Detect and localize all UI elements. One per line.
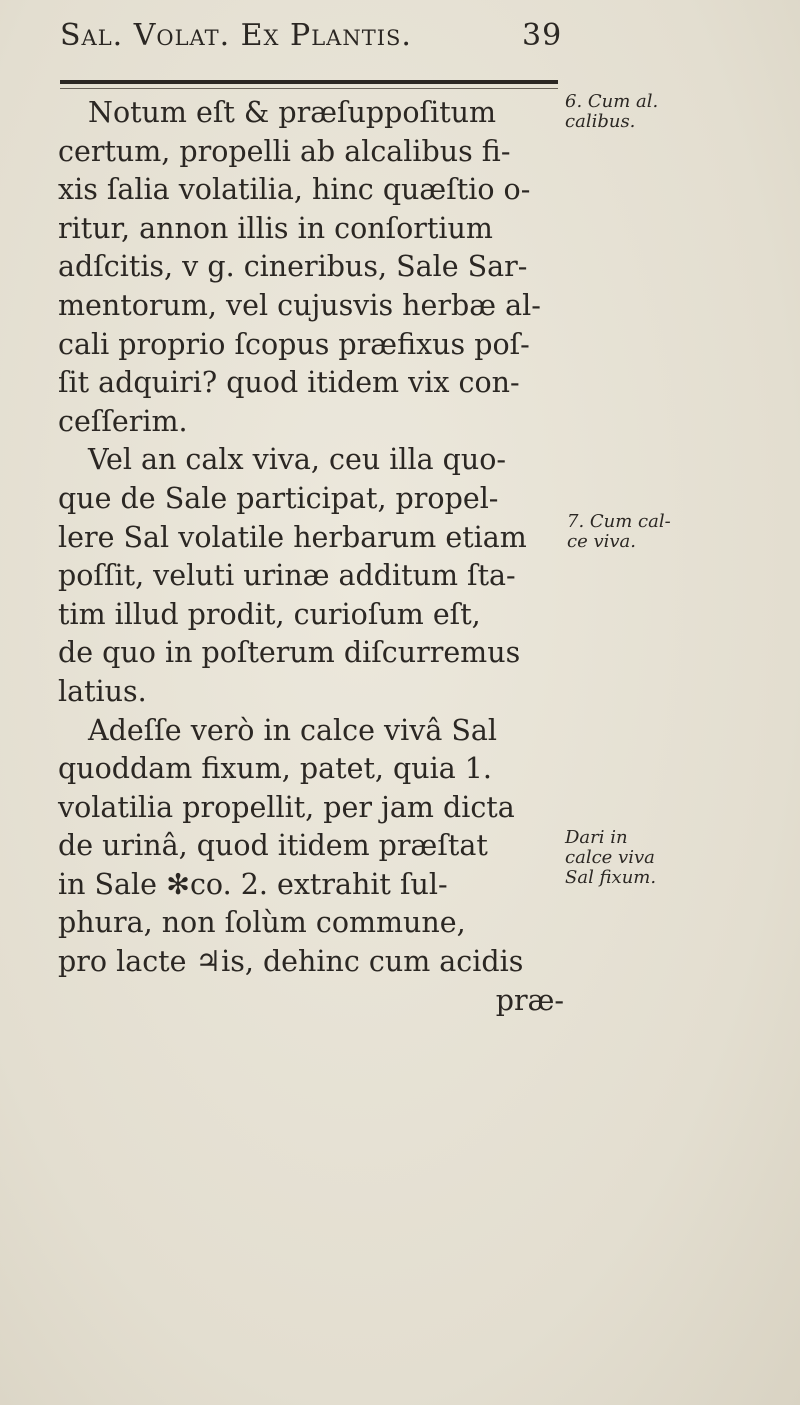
text-line: pro lacte ♃is, dehinc cum acidis [58,945,524,979]
body-text [58,94,568,1020]
text-line: Notum eſt & præſuppoſitum [88,96,497,129]
text-line: quoddam fixum, patet, quia 1. [58,752,492,786]
catchword: præ- [495,983,564,1017]
text-line: in Sale ✻co. 2. extrahit ſul- [58,867,448,901]
margin-note-line: calce viva [565,847,655,868]
text-line: de quo in poſterum diſcurremus [58,636,521,670]
margin-note [565,828,656,888]
text-line: latius. [58,674,147,708]
text-line: ceſſerim. [58,404,188,438]
margin-note-line: 7. Cum cal- [567,511,671,532]
text-line: phura, non ſolùm commune, [58,906,466,940]
margin-note-line: 6. Cum al. [565,91,659,112]
running-head [60,18,580,53]
margin-note-line: Dari in [565,827,628,848]
text-line: certum, propelli ab alcalibus fi- [58,134,511,168]
text-line: cali proprio ſcopus præfixus poſ- [58,327,530,361]
text-line: volatilia propellit, per jam dicta [58,790,515,824]
page-number: 39 [522,18,563,53]
running-head-title: Sal. Volat. Ex Plantis. [60,18,412,53]
text-line: tim illud prodit, curioſum eſt, [58,597,481,631]
header-rule-thin [60,88,558,89]
margin-note-line: calibus. [565,111,636,132]
margin-note-line: Sal fixum. [565,867,657,888]
margin-note-line: ce viva. [567,531,637,552]
margin-note [565,92,658,132]
text-line: xis ſalia volatilia, hinc quæſtio o- [58,173,531,207]
text-line: Adeſſe verò in calce vivâ Sal [88,713,498,747]
header-rule [60,80,558,84]
text-line: ritur, annon illis in conſortium [58,211,493,245]
text-line: poſſit, veluti urinæ additum ſta- [58,559,516,593]
text-line: ſit adquiri? quod itidem vix con- [58,366,520,400]
margin-note [567,512,671,552]
text-line: Vel an calx viva, ceu illa quo- [88,443,507,477]
text-line: adſcitis, v g. cineribus, Sale Sar- [58,250,528,284]
text-line: mentorum, vel cujusvis herbæ al- [58,288,541,322]
text-line: que de Sale participat, propel- [58,481,499,515]
text-line: lere Sal volatile herbarum etiam [58,520,527,554]
text-line: de urinâ, quod itidem præſtat [58,829,488,863]
